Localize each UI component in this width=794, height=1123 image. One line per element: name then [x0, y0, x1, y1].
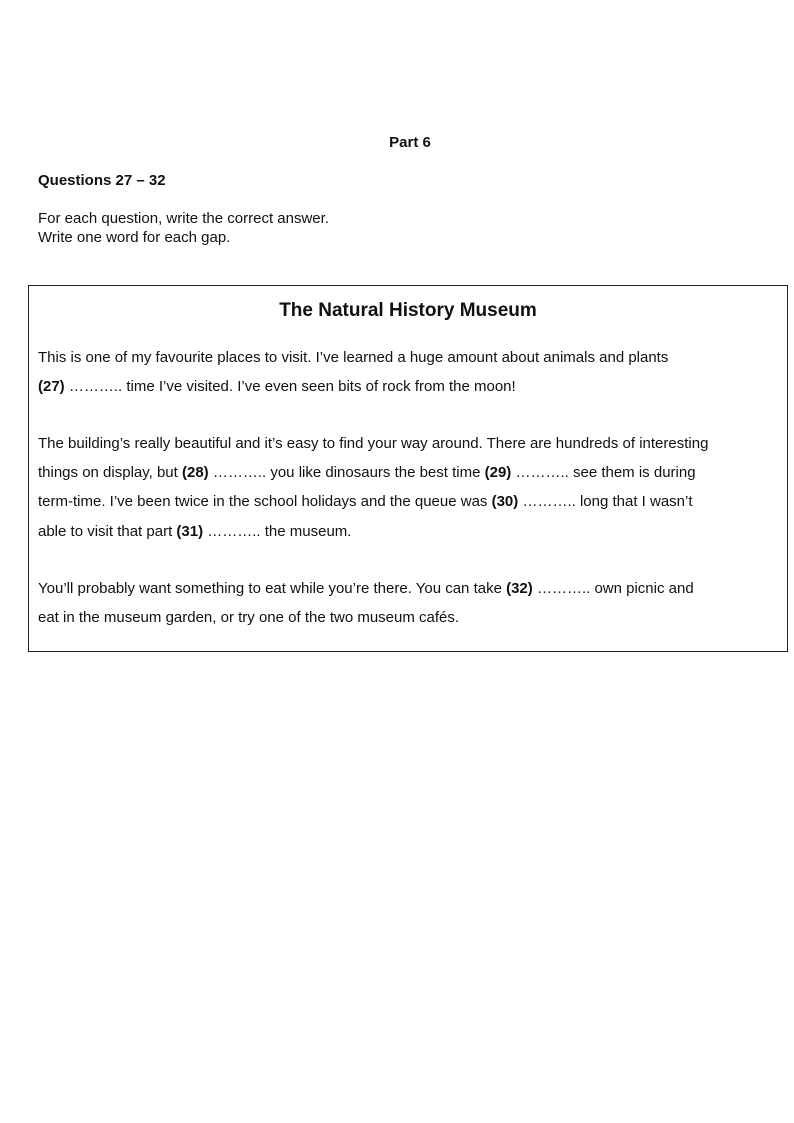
text-fragment: ……….. the museum. — [203, 522, 352, 540]
text-fragment: ……….. time I’ve visited. I’ve even seen bits of rock from the moon! — [64, 378, 516, 396]
text-fragment: things on display, but — [38, 464, 182, 482]
part-title: Part 6 — [389, 134, 431, 151]
text-fragment: ……….. you like dinosaurs the best time — [208, 464, 485, 482]
gap-number-32: (32) — [506, 580, 533, 597]
text-line — [38, 372, 783, 401]
text-fragment: able to visit that part — [38, 522, 177, 540]
text-line — [38, 517, 783, 546]
gap-number-27: (27) — [38, 378, 65, 396]
text-line — [38, 574, 783, 603]
text-fragment: ……….. see them is during — [511, 464, 696, 482]
reading-text-box — [28, 285, 788, 652]
text-line: eat in the museum garden, or try one of the two museum cafés. — [38, 609, 460, 627]
text-line — [38, 487, 783, 516]
text-line — [38, 458, 783, 487]
instructions — [38, 209, 329, 247]
text-fragment: term-time. I’ve been twice in the school holidays and the queue was — [38, 493, 492, 511]
paragraph-3 — [38, 574, 783, 632]
text-line: This is one of my favourite places to visit. I’ve learned a huge amount about animals and plants — [38, 349, 669, 366]
text-fragment: ……….. own picnic and — [532, 580, 694, 597]
text-line: The building’s really beautiful and it’s easy to find your way around. There are hundreds of interesting — [38, 435, 709, 452]
gap-number-29: (29) — [484, 464, 512, 482]
text-title: The Natural History Museum — [279, 300, 537, 321]
gap-number-28: (28) — [181, 464, 209, 482]
instruction-line: Write one word for each gap. — [38, 229, 231, 246]
text-fragment: You’ll probably want something to eat while you’re there. You can take — [38, 580, 507, 597]
paragraph-1 — [38, 343, 783, 401]
gap-number-30: (30) — [491, 493, 519, 511]
gap-number-31: (31) — [176, 522, 204, 540]
questions-heading: Questions 27 – 32 — [38, 172, 166, 189]
text-fragment: ……….. long that I wasn’t — [518, 493, 693, 511]
instruction-line: For each question, write the correct answer. — [38, 210, 329, 227]
paragraph-2 — [38, 429, 783, 546]
